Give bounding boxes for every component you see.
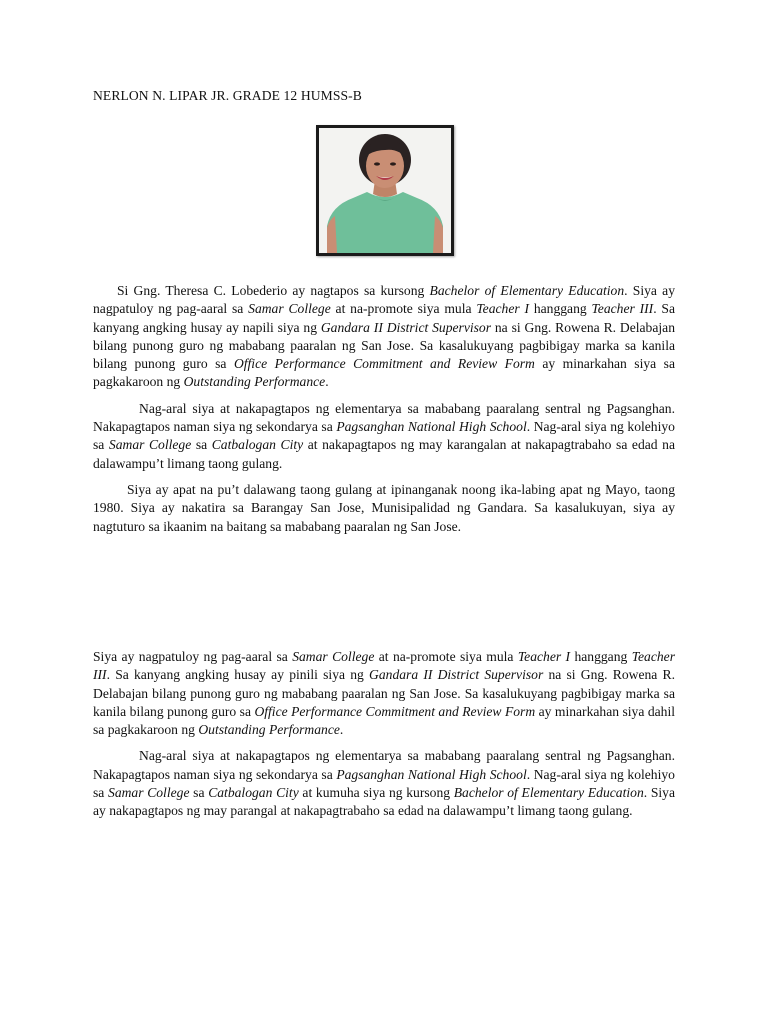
portrait-illustration: [319, 128, 451, 253]
portrait-photo: [316, 125, 454, 256]
paragraph: Nag-aral siya at nakapagtapos ng elementarya sa mababang paaralang sentral ng Pagsanghan. Nakapagtapos naman siya ng sekondarya sa Pagsanghan National High School. Nag-aral siya ng kolehiyo sa Samar College sa Catbalogan City at nakapagtapos ng may karangalan at nakapagtrabaho sa edad na dalawampu’t limang taong gulang.: [93, 400, 675, 471]
paragraph: Siya ay apat na pu’t dalawang taong gulang at ipinanganak noong ika-labing apat ng Mayo, taong 1980. Siya ay nakatira sa Barangay San Jose, Munisipalidad ng Gandara. Sa kasalukuyan, siya ay nagtuturo sa ikaanim na baitang sa mababang paaralan ng San Jose.: [93, 481, 675, 534]
biography-section-1: [93, 282, 675, 544]
biography-section-2: [93, 648, 675, 829]
author-header: NERLON N. LIPAR JR. GRADE 12 HUMSS-B: [93, 88, 362, 103]
paragraph: Si Gng. Theresa C. Lobederio ay nagtapos sa kursong Bachelor of Elementary Education. Siya ay nagpatuloy ng pag-aaral sa Samar College at na-promote siya mula Teacher I hanggang Teacher III. Sa kanyang angking husay ay napili siya ng Gandara II District Supervisor na si Gng. Rowena R. Delabajan bilang punong guro ng mababang paaralan ng San Jose. Sa kasalukuyang pagbibigay marka sa kanila bilang punong guro sa Office Performance Commitment and Review Form ay minarkahan siya sa pagkakaroon ng Outstanding Performance.: [93, 283, 676, 390]
paragraph: Nag-aral siya at nakapagtapos ng elementarya sa mababang paaralang sentral ng Pagsanghan. Nakapagtapos naman siya ng sekondarya sa Pagsanghan National High School. Nag-aral siya ng kolehiyo sa Samar College sa Catbalogan City at kumuha siya ng kursong Bachelor of Elementary Education. Siya ay nakapagtapos ng may parangal at nakapagtrabaho sa edad na dalawampu’t limang taong gulang.: [93, 748, 675, 819]
paragraph: Siya ay nagpatuloy ng pag-aaral sa Samar College at na-promote siya mula Teacher I hanggang Teacher III. Sa kanyang angking husay ay pinili siya ng Gandara II District Supervisor na si Gng. Rowena R. Delabajan bilang punong guro ng mababang paaralan ng San Jose. Sa kasalukuyang pagbibigay marka sa kanila bilang punong guro sa Office Performance Commitment and Review Form ay minarkahan siya dahil sa pagkakaroon ng Outstanding Performance.: [93, 649, 675, 738]
